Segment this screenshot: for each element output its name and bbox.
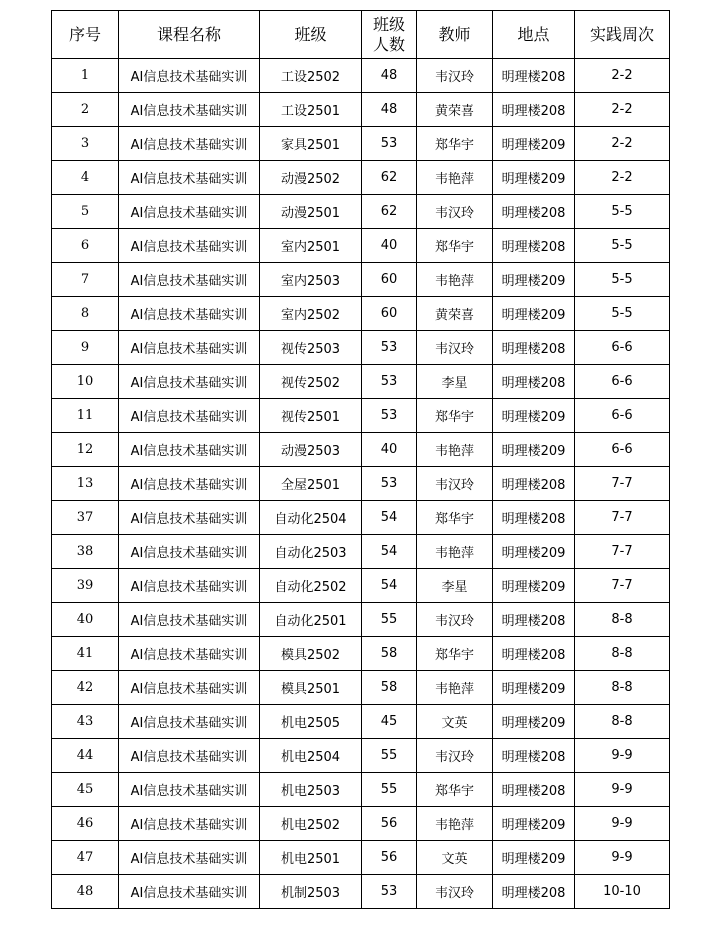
cell-location: 明理楼209 (493, 297, 575, 331)
cell-week: 9-9 (575, 773, 670, 807)
table-row (52, 229, 670, 263)
table-row (52, 331, 670, 365)
table-row (52, 569, 670, 603)
cell-week: 7-7 (575, 569, 670, 603)
cell-index: 39 (52, 569, 119, 603)
cell-course: AI信息技术基础实训 (119, 841, 260, 875)
cell-index: 40 (52, 603, 119, 637)
table-row (52, 773, 670, 807)
cell-teacher: 文英 (417, 705, 493, 739)
cell-class-size: 48 (362, 59, 417, 93)
cell-location: 明理楼208 (493, 229, 575, 263)
table-header (52, 11, 670, 59)
cell-week: 8-8 (575, 603, 670, 637)
cell-index: 43 (52, 705, 119, 739)
cell-teacher: 韦艳萍 (417, 263, 493, 297)
cell-index: 44 (52, 739, 119, 773)
cell-class-size: 62 (362, 195, 417, 229)
table-row (52, 127, 670, 161)
cell-class-size: 40 (362, 229, 417, 263)
header-course: 课程名称 (119, 11, 260, 59)
table-row (52, 263, 670, 297)
cell-index: 5 (52, 195, 119, 229)
cell-week: 7-7 (575, 467, 670, 501)
cell-class: 机电2505 (260, 705, 362, 739)
cell-course: AI信息技术基础实训 (119, 331, 260, 365)
cell-location: 明理楼209 (493, 399, 575, 433)
cell-class: 动漫2501 (260, 195, 362, 229)
cell-index: 47 (52, 841, 119, 875)
cell-class-size: 53 (362, 365, 417, 399)
cell-location: 明理楼208 (493, 501, 575, 535)
cell-week: 5-5 (575, 297, 670, 331)
cell-index: 10 (52, 365, 119, 399)
cell-teacher: 韦艳萍 (417, 671, 493, 705)
cell-class: 机电2504 (260, 739, 362, 773)
cell-class-size: 62 (362, 161, 417, 195)
cell-teacher: 韦汉玲 (417, 467, 493, 501)
cell-location: 明理楼208 (493, 739, 575, 773)
cell-class: 家具2501 (260, 127, 362, 161)
table-body (52, 59, 670, 909)
cell-class-size: 56 (362, 841, 417, 875)
cell-teacher: 李星 (417, 365, 493, 399)
table-row (52, 365, 670, 399)
cell-teacher: 韦汉玲 (417, 739, 493, 773)
cell-class-size: 45 (362, 705, 417, 739)
cell-course: AI信息技术基础实训 (119, 59, 260, 93)
cell-class-size: 54 (362, 501, 417, 535)
cell-teacher: 郑华宇 (417, 399, 493, 433)
table-row (52, 467, 670, 501)
cell-course: AI信息技术基础实训 (119, 467, 260, 501)
cell-course: AI信息技术基础实训 (119, 127, 260, 161)
cell-location: 明理楼208 (493, 93, 575, 127)
cell-course: AI信息技术基础实训 (119, 433, 260, 467)
cell-index: 42 (52, 671, 119, 705)
cell-course: AI信息技术基础实训 (119, 399, 260, 433)
cell-class: 自动化2503 (260, 535, 362, 569)
cell-location: 明理楼208 (493, 603, 575, 637)
cell-week: 6-6 (575, 365, 670, 399)
cell-course: AI信息技术基础实训 (119, 195, 260, 229)
cell-class: 工设2501 (260, 93, 362, 127)
cell-week: 5-5 (575, 195, 670, 229)
cell-index: 7 (52, 263, 119, 297)
cell-class-size: 55 (362, 773, 417, 807)
table-row (52, 637, 670, 671)
cell-index: 13 (52, 467, 119, 501)
cell-course: AI信息技术基础实训 (119, 161, 260, 195)
cell-class-size: 54 (362, 535, 417, 569)
header-week: 实践周次 (575, 11, 670, 59)
cell-class-size: 60 (362, 263, 417, 297)
cell-teacher: 郑华宇 (417, 501, 493, 535)
cell-week: 9-9 (575, 841, 670, 875)
cell-teacher: 文英 (417, 841, 493, 875)
cell-class: 机制2503 (260, 875, 362, 909)
cell-location: 明理楼208 (493, 59, 575, 93)
cell-class: 自动化2502 (260, 569, 362, 603)
cell-week: 7-7 (575, 501, 670, 535)
table-row (52, 535, 670, 569)
cell-teacher: 李星 (417, 569, 493, 603)
cell-teacher: 韦艳萍 (417, 161, 493, 195)
cell-course: AI信息技术基础实训 (119, 705, 260, 739)
header-class-size-line1: 班级 (372, 14, 405, 34)
cell-class: 机电2502 (260, 807, 362, 841)
cell-course: AI信息技术基础实训 (119, 93, 260, 127)
cell-course: AI信息技术基础实训 (119, 637, 260, 671)
cell-location: 明理楼209 (493, 671, 575, 705)
cell-index: 12 (52, 433, 119, 467)
cell-index: 3 (52, 127, 119, 161)
cell-class-size: 58 (362, 637, 417, 671)
cell-week: 8-8 (575, 705, 670, 739)
cell-course: AI信息技术基础实训 (119, 671, 260, 705)
table-row (52, 433, 670, 467)
cell-class: 自动化2504 (260, 501, 362, 535)
cell-class-size: 53 (362, 875, 417, 909)
cell-location: 明理楼208 (493, 875, 575, 909)
cell-course: AI信息技术基础实训 (119, 807, 260, 841)
cell-week: 6-6 (575, 433, 670, 467)
cell-location: 明理楼208 (493, 637, 575, 671)
cell-index: 1 (52, 59, 119, 93)
header-class-size-line2: 人数 (372, 34, 405, 54)
cell-class-size: 48 (362, 93, 417, 127)
cell-week: 2-2 (575, 93, 670, 127)
cell-teacher: 韦艳萍 (417, 433, 493, 467)
cell-course: AI信息技术基础实训 (119, 875, 260, 909)
schedule-table (51, 10, 670, 909)
cell-course: AI信息技术基础实训 (119, 773, 260, 807)
cell-class: 全屋2501 (260, 467, 362, 501)
cell-class-size: 60 (362, 297, 417, 331)
table-row (52, 161, 670, 195)
cell-teacher: 郑华宇 (417, 229, 493, 263)
cell-class: 动漫2503 (260, 433, 362, 467)
cell-class: 模具2502 (260, 637, 362, 671)
cell-teacher: 黄荣喜 (417, 297, 493, 331)
cell-index: 45 (52, 773, 119, 807)
cell-class: 动漫2502 (260, 161, 362, 195)
cell-teacher: 黄荣喜 (417, 93, 493, 127)
table-row (52, 297, 670, 331)
cell-class-size: 55 (362, 603, 417, 637)
cell-course: AI信息技术基础实训 (119, 263, 260, 297)
cell-week: 5-5 (575, 263, 670, 297)
cell-location: 明理楼208 (493, 467, 575, 501)
cell-class-size: 40 (362, 433, 417, 467)
cell-location: 明理楼208 (493, 365, 575, 399)
cell-class: 室内2502 (260, 297, 362, 331)
header-location: 地点 (493, 11, 575, 59)
cell-index: 46 (52, 807, 119, 841)
cell-class-size: 56 (362, 807, 417, 841)
table-row (52, 59, 670, 93)
header-row (52, 11, 670, 59)
cell-location: 明理楼208 (493, 331, 575, 365)
cell-index: 9 (52, 331, 119, 365)
cell-teacher: 韦汉玲 (417, 331, 493, 365)
cell-class: 视传2502 (260, 365, 362, 399)
table-row (52, 807, 670, 841)
cell-teacher: 韦汉玲 (417, 603, 493, 637)
cell-location: 明理楼209 (493, 433, 575, 467)
cell-location: 明理楼208 (493, 773, 575, 807)
cell-teacher: 郑华宇 (417, 773, 493, 807)
cell-location: 明理楼209 (493, 263, 575, 297)
cell-index: 38 (52, 535, 119, 569)
cell-class: 机电2503 (260, 773, 362, 807)
cell-course: AI信息技术基础实训 (119, 739, 260, 773)
cell-location: 明理楼209 (493, 535, 575, 569)
cell-index: 41 (52, 637, 119, 671)
cell-location: 明理楼209 (493, 841, 575, 875)
cell-class-size: 55 (362, 739, 417, 773)
cell-week: 2-2 (575, 127, 670, 161)
cell-index: 6 (52, 229, 119, 263)
cell-class: 工设2502 (260, 59, 362, 93)
cell-week: 2-2 (575, 59, 670, 93)
cell-teacher: 韦艳萍 (417, 807, 493, 841)
cell-location: 明理楼209 (493, 127, 575, 161)
cell-week: 7-7 (575, 535, 670, 569)
table-row (52, 841, 670, 875)
cell-course: AI信息技术基础实训 (119, 535, 260, 569)
table-row (52, 93, 670, 127)
cell-course: AI信息技术基础实训 (119, 365, 260, 399)
cell-location: 明理楼209 (493, 807, 575, 841)
cell-index: 37 (52, 501, 119, 535)
cell-week: 10-10 (575, 875, 670, 909)
cell-course: AI信息技术基础实训 (119, 229, 260, 263)
table-row (52, 501, 670, 535)
header-class: 班级 (260, 11, 362, 59)
cell-class-size: 54 (362, 569, 417, 603)
cell-week: 6-6 (575, 331, 670, 365)
cell-class-size: 53 (362, 467, 417, 501)
table-row (52, 195, 670, 229)
table-row (52, 399, 670, 433)
table-row (52, 603, 670, 637)
cell-teacher: 郑华宇 (417, 127, 493, 161)
cell-course: AI信息技术基础实训 (119, 569, 260, 603)
cell-class: 自动化2501 (260, 603, 362, 637)
cell-teacher: 韦汉玲 (417, 875, 493, 909)
cell-index: 8 (52, 297, 119, 331)
cell-location: 明理楼209 (493, 161, 575, 195)
cell-course: AI信息技术基础实训 (119, 297, 260, 331)
cell-class-size: 58 (362, 671, 417, 705)
cell-location: 明理楼209 (493, 569, 575, 603)
cell-teacher: 郑华宇 (417, 637, 493, 671)
cell-teacher: 韦汉玲 (417, 195, 493, 229)
cell-course: AI信息技术基础实训 (119, 501, 260, 535)
cell-index: 2 (52, 93, 119, 127)
cell-class-size: 53 (362, 399, 417, 433)
cell-week: 9-9 (575, 739, 670, 773)
header-teacher: 教师 (417, 11, 493, 59)
cell-week: 2-2 (575, 161, 670, 195)
cell-class: 室内2501 (260, 229, 362, 263)
cell-course: AI信息技术基础实训 (119, 603, 260, 637)
cell-class: 视传2503 (260, 331, 362, 365)
table-row (52, 875, 670, 909)
header-index: 序号 (52, 11, 119, 59)
cell-class-size: 53 (362, 331, 417, 365)
cell-class: 室内2503 (260, 263, 362, 297)
cell-teacher: 韦艳萍 (417, 535, 493, 569)
cell-class: 模具2501 (260, 671, 362, 705)
table-row (52, 671, 670, 705)
cell-class: 机电2501 (260, 841, 362, 875)
cell-week: 6-6 (575, 399, 670, 433)
cell-week: 8-8 (575, 671, 670, 705)
cell-class: 视传2501 (260, 399, 362, 433)
table-row (52, 705, 670, 739)
cell-week: 5-5 (575, 229, 670, 263)
cell-index: 48 (52, 875, 119, 909)
cell-week: 9-9 (575, 807, 670, 841)
cell-location: 明理楼208 (493, 195, 575, 229)
header-class-size (362, 11, 417, 59)
cell-teacher: 韦汉玲 (417, 59, 493, 93)
cell-week: 8-8 (575, 637, 670, 671)
cell-class-size: 53 (362, 127, 417, 161)
cell-index: 4 (52, 161, 119, 195)
cell-index: 11 (52, 399, 119, 433)
table-row (52, 739, 670, 773)
cell-location: 明理楼209 (493, 705, 575, 739)
